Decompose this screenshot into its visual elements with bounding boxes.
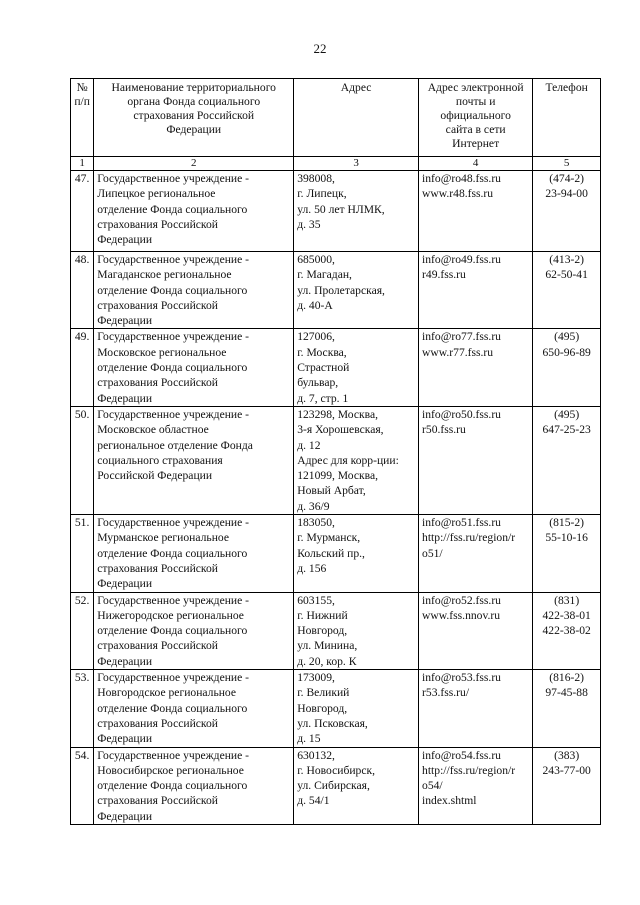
organization-name-line: отделение Фонда социального <box>97 701 248 715</box>
organization-name-line: страхования Российской <box>97 561 218 575</box>
email-and-website <box>419 329 533 406</box>
phone-number-line: 62-50-41 <box>545 268 588 282</box>
table-row <box>71 515 601 592</box>
postal-address-line: ул. 50 лет НЛМК, <box>297 202 385 216</box>
organization-name-line: отделение Фонда социального <box>97 202 248 216</box>
organization-name <box>94 592 294 669</box>
row-number: 50. <box>71 406 94 514</box>
phone-number-line: (383) <box>554 748 580 762</box>
organization-name-line: Государственное учреждение - <box>97 407 250 421</box>
email-and-website-line: r49.fss.ru <box>422 268 466 282</box>
postal-address <box>294 670 419 747</box>
column-number-row <box>71 157 601 171</box>
postal-address-line: ул. Минина, <box>297 639 358 653</box>
postal-address-line: д. 7, стр. 1 <box>297 391 349 405</box>
row-number: 47. <box>71 171 94 252</box>
postal-address-line: 127006, <box>297 330 335 344</box>
organization-name-line: Московское региональное <box>97 345 227 359</box>
email-and-website <box>419 670 533 747</box>
postal-address-line: 398008, <box>297 172 335 185</box>
postal-address-line: г. Магадан, <box>297 268 352 282</box>
email-and-website-line: info@ro49.fss.ru <box>422 253 501 266</box>
column-number: 4 <box>419 157 533 171</box>
organization-name-line: Российской Федерации <box>97 469 213 483</box>
email-and-website-line: index.shtml <box>422 794 477 808</box>
organization-name-line: Государственное учреждение - <box>97 593 250 607</box>
organization-name-line: Государственное учреждение - <box>97 172 250 185</box>
email-and-website <box>419 592 533 669</box>
organization-name-line: Федерации <box>97 809 153 823</box>
postal-address-line: Адрес для корр-ции: <box>297 453 399 467</box>
postal-address-line: д. 35 <box>297 217 321 231</box>
table-row <box>71 406 601 514</box>
table-row <box>71 252 601 329</box>
organization-name <box>94 515 294 592</box>
row-number: 53. <box>71 670 94 747</box>
postal-address-line: Кольский пр., <box>297 546 365 560</box>
phone-number <box>533 747 601 824</box>
phone-number-line: 650-96-89 <box>542 345 591 359</box>
organization-name-line: Магаданское региональное <box>97 268 232 282</box>
organization-name-line: Федерации <box>97 314 153 328</box>
phone-number-line: 23-94-00 <box>545 187 588 201</box>
row-number: 49. <box>71 329 94 406</box>
email-and-website-line: info@ro77.fss.ru <box>422 330 501 344</box>
phone-number-line: (495) <box>554 407 580 421</box>
postal-address-line: д. 156 <box>297 561 327 575</box>
postal-address-line: г. Москва, <box>297 345 347 359</box>
organization-name-line: страхования Российской <box>97 376 218 390</box>
email-and-website-line: info@ro48.fss.ru <box>422 172 501 185</box>
postal-address-line: 685000, <box>297 253 335 266</box>
organization-name <box>94 171 294 252</box>
table-row <box>71 592 601 669</box>
phone-number <box>533 670 601 747</box>
header-name: Наименование территориального органа Фонда социального страхования Российской Федерации <box>94 79 294 157</box>
email-and-website-line: www.r77.fss.ru <box>422 345 494 359</box>
postal-address-line: 173009, <box>297 671 335 685</box>
table-row <box>71 171 601 252</box>
organization-name <box>94 747 294 824</box>
phone-number <box>533 329 601 406</box>
postal-address <box>294 329 419 406</box>
phone-number-line: (831) <box>554 593 580 607</box>
postal-address <box>294 515 419 592</box>
postal-address-line: 123298, Москва, <box>297 407 379 421</box>
postal-address <box>294 592 419 669</box>
organization-name-line: Федерации <box>97 391 153 405</box>
organization-name-line: Новосибирское региональное <box>97 763 244 777</box>
phone-number <box>533 515 601 592</box>
postal-address-line: г. Мурманск, <box>297 531 361 545</box>
postal-address-line: д. 12 <box>297 438 321 452</box>
phone-number-line: 422-38-02 <box>542 624 591 638</box>
table-row <box>71 747 601 824</box>
email-and-website-line: http://fss.ru/region/r <box>422 531 516 545</box>
organization-name-line: Мурманское региональное <box>97 531 229 545</box>
column-number: 5 <box>533 157 601 171</box>
phone-number-line: 647-25-23 <box>542 423 591 437</box>
organization-name-line: отделение Фонда социального <box>97 546 248 560</box>
email-and-website-line: o51/ <box>422 546 443 560</box>
email-and-website <box>419 406 533 514</box>
organization-name-line: Федерации <box>97 233 153 247</box>
postal-address-line: г. Новосибирск, <box>297 763 376 777</box>
postal-address-line: 121099, Москва, <box>297 469 379 483</box>
organization-name-line: отделение Фонда социального <box>97 283 248 297</box>
postal-address-line: г. Липецк, <box>297 187 347 201</box>
postal-address-line: 603155, <box>297 593 335 607</box>
organization-name <box>94 329 294 406</box>
organization-name-line: Государственное учреждение - <box>97 330 250 344</box>
table-row <box>71 670 601 747</box>
organization-name-line: Московское областное <box>97 423 209 437</box>
postal-address-line: д. 40-А <box>297 298 333 312</box>
table-header-row <box>71 79 601 157</box>
postal-address-line: ул. Пролетарская, <box>297 283 385 297</box>
organization-name-line: Новгородское региональное <box>97 686 237 700</box>
postal-address <box>294 406 419 514</box>
phone-number <box>533 171 601 252</box>
column-number: 3 <box>294 157 419 171</box>
email-and-website <box>419 171 533 252</box>
organization-name-line: страхования Российской <box>97 639 218 653</box>
email-and-website-line: r50.fss.ru <box>422 423 466 437</box>
email-and-website-line: info@ro54.fss.ru <box>422 748 501 762</box>
organization-name-line: социального страхования <box>97 453 223 467</box>
email-and-website <box>419 747 533 824</box>
postal-address-line: г. Нижний <box>297 608 348 622</box>
organization-name-line: страхования Российской <box>97 217 218 231</box>
email-and-website-line: info@ro50.fss.ru <box>422 407 501 421</box>
phone-number <box>533 592 601 669</box>
table-row <box>71 329 601 406</box>
organization-name-line: Липецкое региональное <box>97 187 216 201</box>
table-body <box>71 171 601 825</box>
postal-address-line: д. 36/9 <box>297 499 330 513</box>
email-and-website-line: www.fss.nnov.ru <box>422 608 501 622</box>
phone-number-line: (816-2) <box>549 671 585 685</box>
organization-name <box>94 406 294 514</box>
page-number: 22 <box>313 41 327 56</box>
organization-name <box>94 670 294 747</box>
email-and-website-line: www.r48.fss.ru <box>422 187 494 201</box>
organization-name-line: Федерации <box>97 577 153 591</box>
organization-name-line: отделение Фонда социального <box>97 624 248 638</box>
organization-name-line: страхования Российской <box>97 794 218 808</box>
phone-number-line: 243-77-00 <box>542 763 591 777</box>
email-and-website <box>419 252 533 329</box>
phone-number-line: (495) <box>554 330 580 344</box>
phone-number <box>533 252 601 329</box>
organization-name-line: отделение Фонда социального <box>97 361 248 375</box>
postal-address <box>294 252 419 329</box>
phone-number-line: 422-38-01 <box>542 608 591 622</box>
email-and-website-line: info@ro51.fss.ru <box>422 516 501 530</box>
postal-address-line: д. 54/1 <box>297 794 330 808</box>
postal-address-line: 183050, <box>297 516 335 530</box>
organization-name <box>94 252 294 329</box>
email-and-website-line: r53.fss.ru/ <box>422 686 470 700</box>
header-phone: Телефон <box>533 79 601 157</box>
postal-address-line: 3-я Хорошевская, <box>297 423 384 437</box>
phone-number-line: 55-10-16 <box>545 531 588 545</box>
postal-address <box>294 171 419 252</box>
phone-number <box>533 406 601 514</box>
email-and-website-line: info@ro53.fss.ru <box>422 671 501 685</box>
email-and-website-line: http://fss.ru/region/r <box>422 763 516 777</box>
postal-address-line: г. Великий <box>297 686 350 700</box>
column-number: 2 <box>94 157 294 171</box>
organization-name-line: региональное отделение Фонда <box>97 438 253 452</box>
postal-address-line: д. 20, кор. К <box>297 654 357 668</box>
postal-address-line: Страстной <box>297 361 350 375</box>
postal-address-line: 630132, <box>297 748 335 762</box>
organization-name-line: страхования Российской <box>97 298 218 312</box>
row-number: 52. <box>71 592 94 669</box>
postal-address-line: Новый Арбат, <box>297 484 366 498</box>
postal-address-line: д. 15 <box>297 732 321 746</box>
fss-offices-table <box>70 78 601 825</box>
organization-name-line: Государственное учреждение - <box>97 516 250 530</box>
organization-name-line: Федерации <box>97 654 153 668</box>
column-number: 1 <box>71 157 94 171</box>
header-num: № п/п <box>71 79 94 157</box>
phone-number-line: (413-2) <box>549 253 585 266</box>
header-email: Адрес электронной почты и официального сайта в сети Интернет <box>419 79 533 157</box>
email-and-website-line: o54/ <box>422 779 443 793</box>
organization-name-line: отделение Фонда социального <box>97 779 248 793</box>
row-number: 51. <box>71 515 94 592</box>
email-and-website <box>419 515 533 592</box>
postal-address-line: Новгород, <box>297 624 348 638</box>
email-and-website-line: info@ro52.fss.ru <box>422 593 501 607</box>
organization-name-line: Государственное учреждение - <box>97 671 250 685</box>
organization-name-line: Государственное учреждение - <box>97 748 250 762</box>
organization-name-line: страхования Российской <box>97 716 218 730</box>
header-address: Адрес <box>294 79 419 157</box>
postal-address-line: ул. Сибирская, <box>297 779 370 793</box>
phone-number-line: 97-45-88 <box>545 686 588 700</box>
row-number: 48. <box>71 252 94 329</box>
organization-name-line: Государственное учреждение - <box>97 253 250 266</box>
organization-name-line: Нижегородское региональное <box>97 608 244 622</box>
postal-address <box>294 747 419 824</box>
postal-address-line: ул. Псковская, <box>297 716 368 730</box>
organization-name-line: Федерации <box>97 732 153 746</box>
row-number: 54. <box>71 747 94 824</box>
postal-address-line: Новгород, <box>297 701 348 715</box>
phone-number-line: (474-2) <box>549 172 585 185</box>
postal-address-line: бульвар, <box>297 376 339 390</box>
phone-number-line: (815-2) <box>549 516 585 530</box>
